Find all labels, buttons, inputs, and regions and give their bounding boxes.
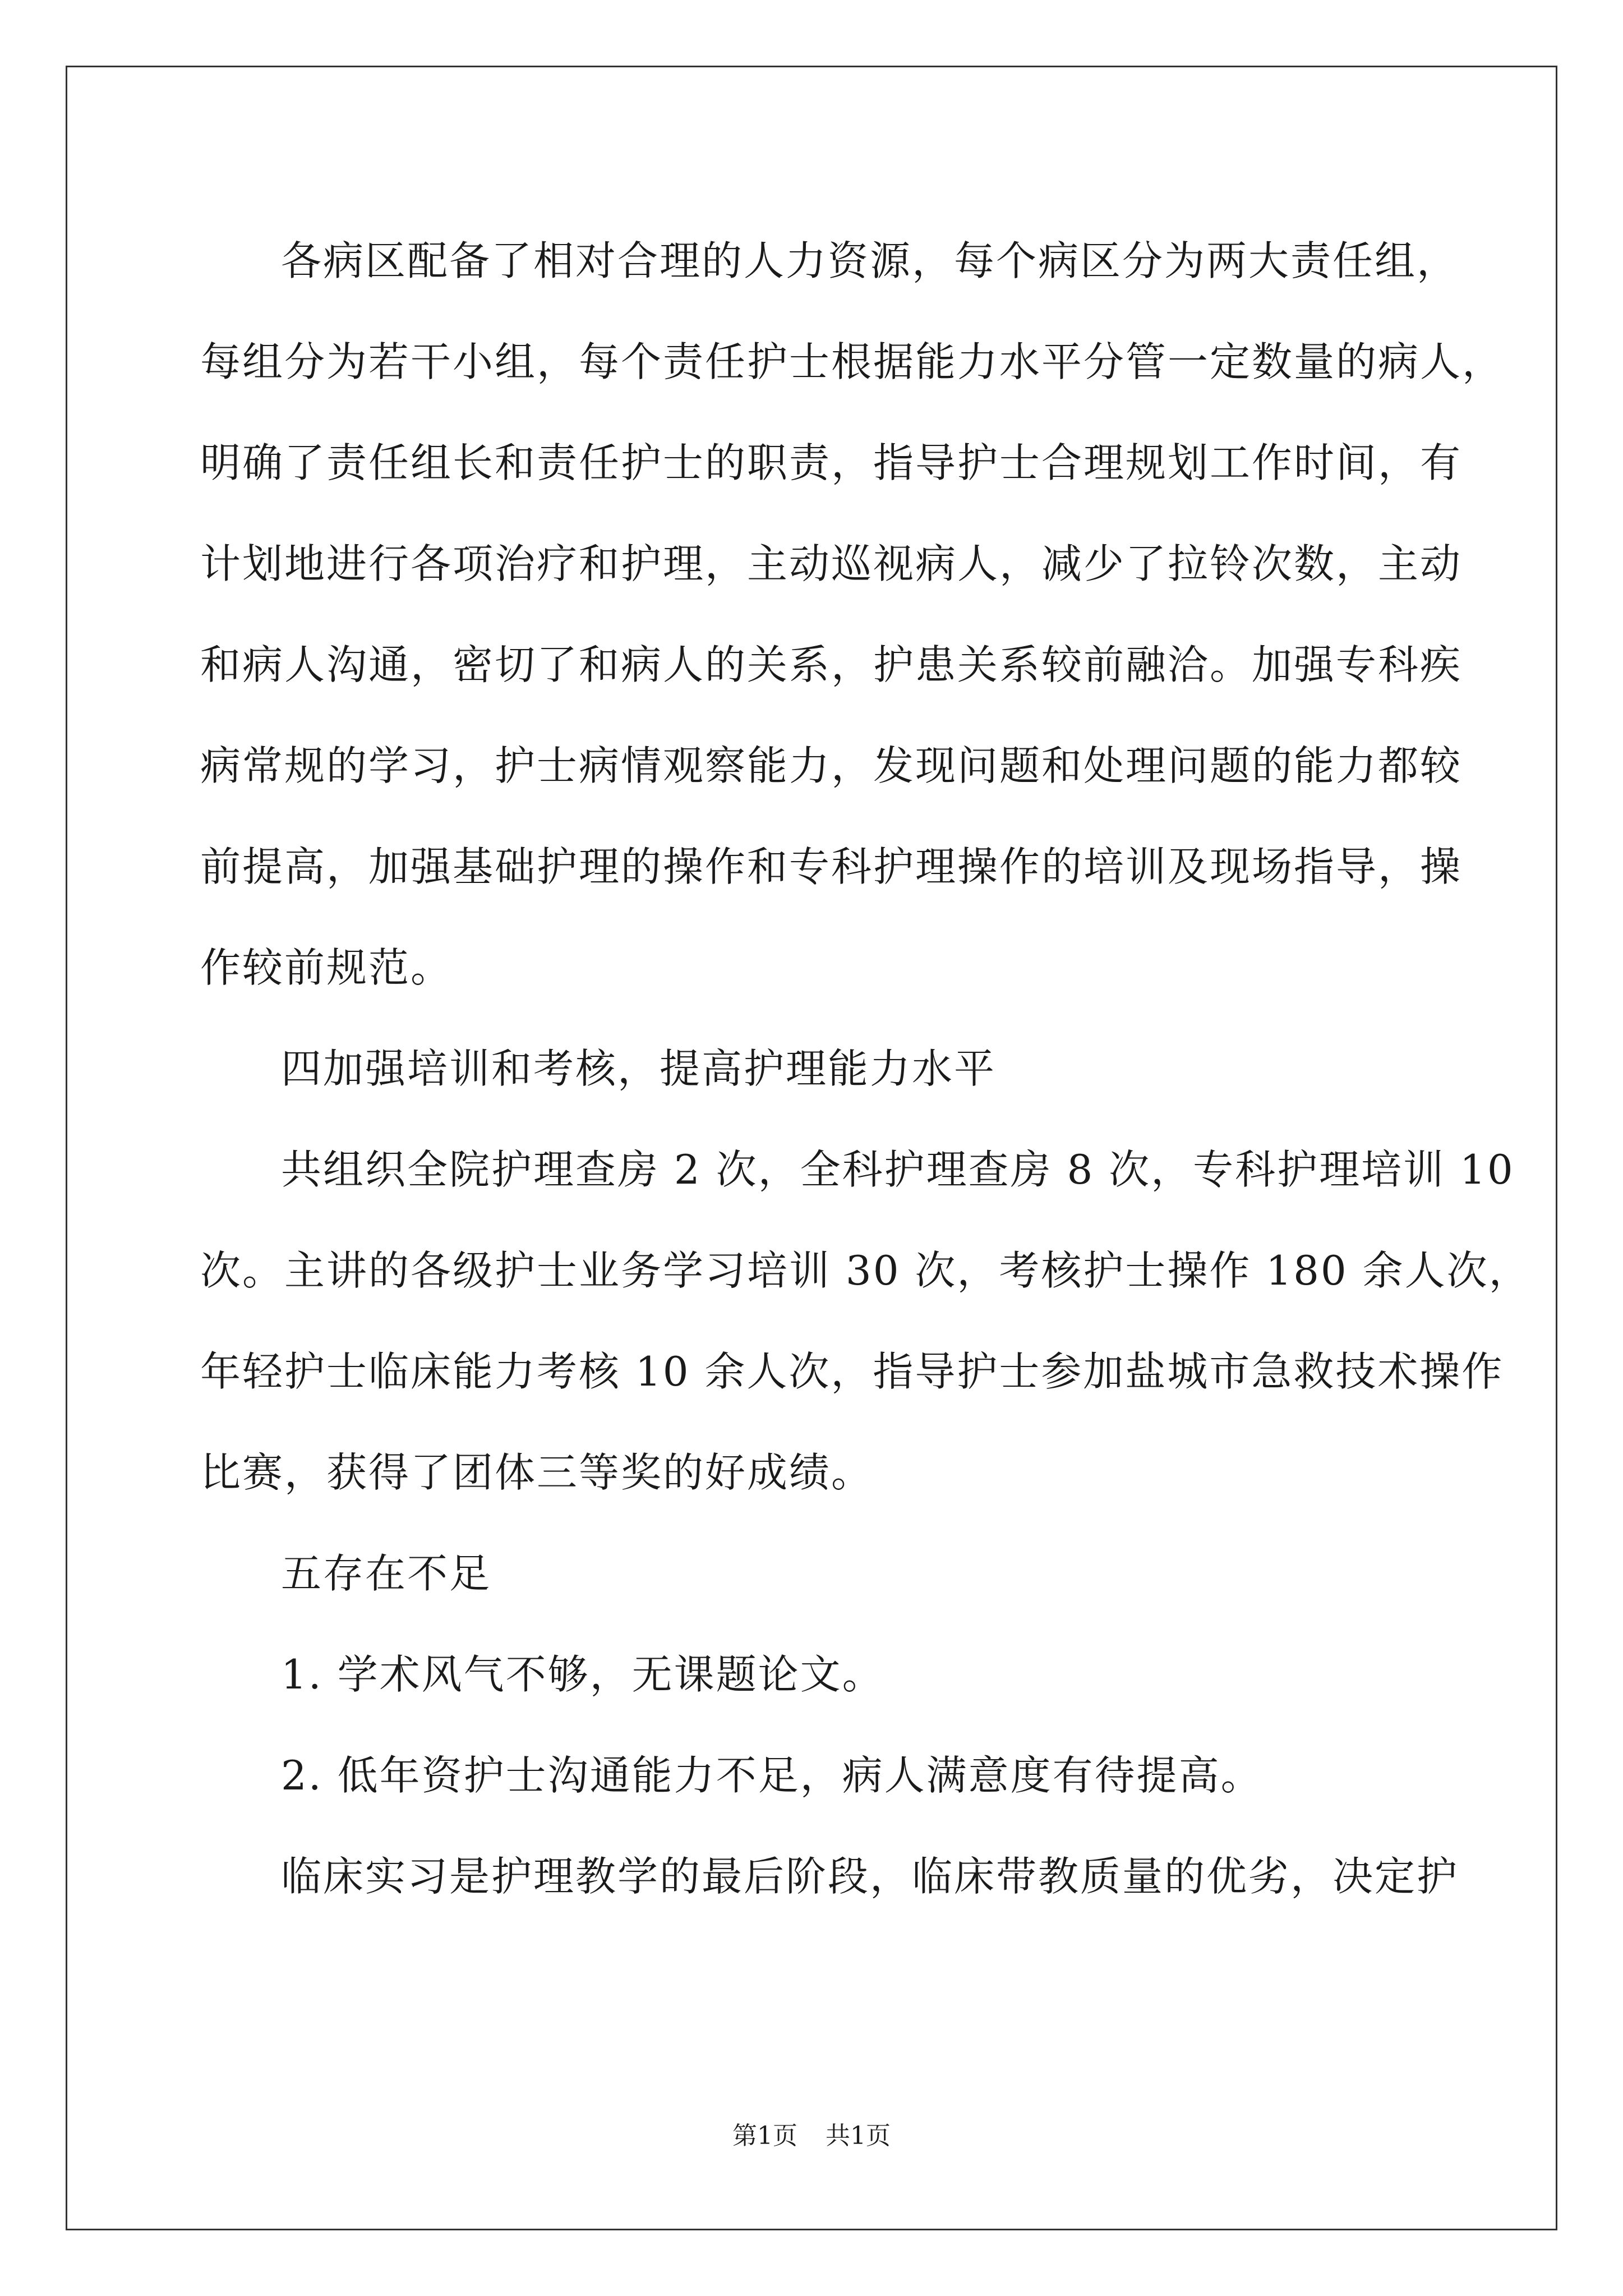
text-line: 明确了责任组长和责任护士的职责，指导护士合理规划工作时间，有 (200, 439, 1463, 486)
list-item: 1. 学术风气不够，无课题论文。 (281, 1651, 884, 1698)
text-line: 临床实习是护理教学的最后阶段，临床带教质量的优劣，决定护 (281, 1853, 1459, 1900)
text-line: 每组分为若干小组，每个责任护士根据能力水平分管一定数量的病人， (200, 338, 1505, 385)
text-line: 计划地进行各项治疗和护理，主动巡视病人，减少了拉铃次数，主动 (200, 540, 1463, 587)
text-line: 和病人沟通，密切了和病人的关系，护患关系较前融洽。加强专科疾 (200, 641, 1463, 688)
document-body (200, 210, 1531, 1927)
page-footer (0, 2119, 1623, 2153)
text-line: 次。主讲的各级护士业务学习培训 30 次，考核护士操作 180 余人次， (200, 1247, 1531, 1294)
text-line: 年轻护士临床能力考核 10 余人次，指导护士参加盐城市急救技术操作 (200, 1348, 1504, 1395)
section-heading: 五存在不足 (281, 1550, 492, 1597)
page-total: 共1页 (826, 2122, 891, 2150)
section-heading: 四加强培训和考核，提高护理能力水平 (281, 1045, 997, 1092)
text-line: 共组织全院护理查房 2 次，全科护理查房 8 次，专科护理培训 10 (281, 1146, 1515, 1193)
text-line: 病常规的学习，护士病情观察能力，发现问题和处理问题的能力都较 (200, 742, 1463, 789)
page-number: 第1页 (732, 2122, 797, 2150)
list-item: 2. 低年资护士沟通能力不足，病人满意度有待提高。 (281, 1752, 1263, 1799)
text-line: 前提高，加强基础护理的操作和专科护理操作的培训及现场指导，操 (200, 843, 1463, 890)
text-line: 作较前规范。 (200, 944, 453, 991)
text-line: 比赛，获得了团体三等奖的好成绩。 (200, 1449, 874, 1496)
text-line: 各病区配备了相对合理的人力资源，每个病区分为两大责任组， (281, 237, 1459, 284)
